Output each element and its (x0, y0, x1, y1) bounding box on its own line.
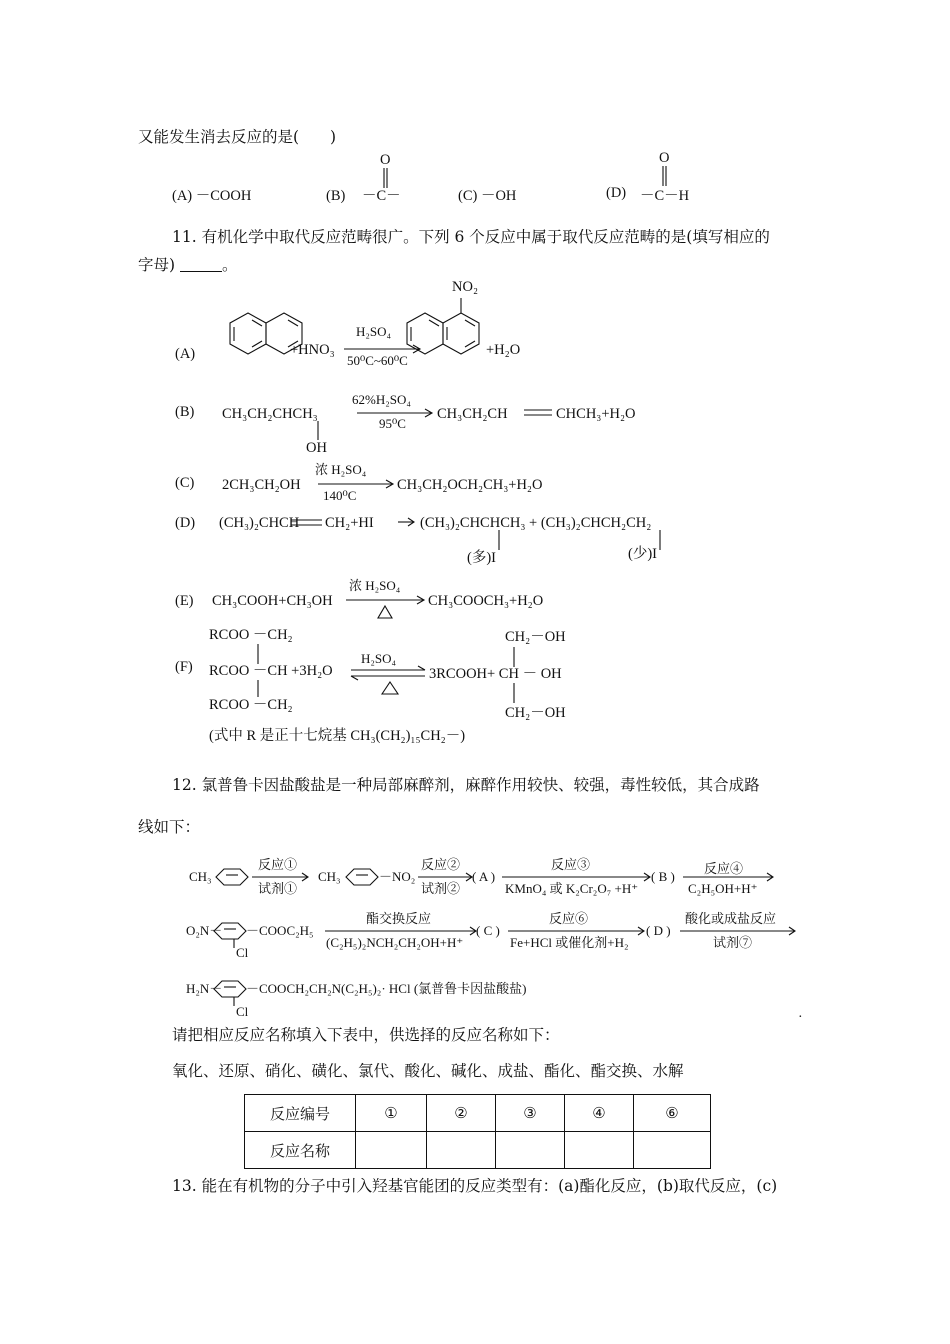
scheme-row3-product: －COOCH₂CH₂N(C₂H₅)₂· HCl (氯普鲁卡因盐酸盐) (246, 981, 527, 996)
reaction-f-product-mid: 3RCOOH+ CH － OH (429, 666, 562, 682)
arrow-6-bottom: Fe+HCl 或催化剂+H₂ (510, 935, 629, 950)
reaction-c-catalyst: 浓 H₂SO₄ (315, 462, 367, 477)
table-number-6: ⑥ (634, 1095, 711, 1132)
scheme-row2-ester: －COOC₂H₅ (246, 923, 314, 938)
reaction-f-p3: CH₂－OH (505, 705, 566, 721)
benzene-ring-1 (216, 869, 248, 885)
reaction-b-product-a: CH₃CH₂CH (437, 406, 508, 422)
table-header-number: 反应编号 (245, 1095, 356, 1132)
reaction-f-label: (F) (175, 659, 193, 675)
table-number-1: ① (356, 1095, 427, 1132)
reaction-b-temperature: 95⁰C (379, 416, 406, 431)
arrow-3-top: 反应③ (551, 857, 591, 872)
reaction-e-label: (E) (175, 593, 194, 609)
scheme-toluene-ch3: CH₃ (189, 869, 212, 884)
q10-option-d-oxygen: O (659, 150, 670, 166)
table-header-name: 反应名称 (245, 1132, 356, 1169)
scheme-row3-cl: Cl (236, 1004, 249, 1019)
reaction-f-catalyst: H₂SO₄ (361, 651, 397, 666)
table-row (245, 1132, 711, 1169)
q12-stem-line1: 12. 氯普鲁卡因盐酸盐是一种局部麻醉剂，麻醉作用较快、较强，毒性较低，其合成路 (172, 776, 760, 794)
arrow-5-top: 酯交换反应 (366, 911, 432, 926)
intermediate-d: ( D ) (646, 923, 671, 938)
arrow-1-top: 反应① (258, 857, 298, 872)
reaction-a-no2: NO₂ (452, 279, 478, 295)
table-answer-cell[interactable] (356, 1132, 427, 1169)
scheme-nitrotoluene-no2: －NO₂ (379, 869, 416, 884)
reaction-c-product: CH₃CH₂OCH₂CH₃+H₂O (397, 477, 543, 493)
reaction-f-note: (式中 R 是正十七烷基 CH₃(CH₂)₁₅CH₂－) (209, 728, 466, 744)
reaction-b-label: (B) (175, 404, 195, 420)
q11-stem-line1: 11. 有机化学中取代反应范畴很广。下列 6 个反应中属于取代反应范畴的是(填写相应的 (172, 228, 770, 246)
q10-stem: 又能发生消去反应的是( ) (138, 128, 337, 146)
scheme-row3-h2n: H₂N－ (186, 981, 223, 996)
arrow-7-bottom: 试剂⑦ (713, 935, 753, 950)
arrow-3-bottom: KMnO₄ 或 K₂Cr₂O₇ +H⁺ (505, 881, 639, 896)
q13-stem: 13. 能在有机物的分子中引入羟基官能团的反应类型有：(a)酯化反应，(b)取代反应，(c) (172, 1177, 778, 1195)
reaction-a-catalyst: H₂SO₄ (356, 324, 392, 339)
reaction-a-label: (A) (175, 346, 196, 362)
q11-stem-suffix: 。 (222, 256, 238, 274)
reaction-f-r3: RCOO －CH₂ (209, 697, 293, 713)
nitronaphthalene-product (407, 298, 479, 354)
scheme-nitrotoluene-ch3: CH₃ (318, 869, 341, 884)
reaction-d-reactant-a: (CH₃)₂CHCH (219, 515, 300, 531)
reaction-f-r2: RCOO －CH +3H₂O (209, 663, 333, 679)
arrow-6-top: 反应⑥ (549, 911, 589, 926)
reaction-e-catalyst: 浓 H₂SO₄ (349, 578, 401, 593)
reaction-b-oh: OH (306, 440, 327, 456)
reaction-d-label: (D) (175, 515, 196, 531)
reaction-table (244, 1094, 711, 1169)
q12-stem-line2: 线如下： (138, 818, 201, 836)
reaction-a-temperature: 50⁰C~60⁰C (347, 353, 408, 368)
table-number-4: ④ (565, 1095, 634, 1132)
reaction-b-catalyst: 62%H₂SO₄ (352, 392, 411, 407)
q10-option-d-group: －C－H (640, 188, 690, 204)
q10-option-d-label: (D) (606, 185, 627, 201)
table-answer-cell[interactable] (496, 1132, 565, 1169)
reaction-d-major: (多)I (467, 550, 496, 566)
arrow-4-bottom: C₂H₅OH+H⁺ (688, 881, 758, 896)
arrow-4-top: 反应④ (704, 861, 744, 876)
stray-dot: · (798, 1010, 803, 1025)
reaction-c-reactant: 2CH₃CH₂OH (222, 477, 301, 493)
table-row (245, 1095, 711, 1132)
intermediate-b: ( B ) (651, 869, 675, 884)
arrow-2-top: 反应② (421, 857, 461, 872)
heat-triangle-e (378, 606, 392, 618)
reaction-f-r1: RCOO －CH₂ (209, 627, 293, 643)
arrow-1-bottom: 试剂① (258, 881, 298, 896)
reaction-f-p1: CH₂－OH (505, 629, 566, 645)
q10-option-c: (C) －OH (458, 188, 517, 204)
table-number-3: ③ (496, 1095, 565, 1132)
reaction-d-minor: (少)I (628, 546, 657, 562)
q11-stem-prefix: 字母) (138, 256, 176, 274)
reaction-e-reactant: CH₃COOH+CH₃OH (212, 593, 333, 609)
q10-option-b-label: (B) (326, 188, 346, 204)
table-answer-cell[interactable] (427, 1132, 496, 1169)
reaction-b-product-b: CHCH₃+H₂O (556, 406, 636, 422)
reaction-d-reactant-b: CH₂+HI (325, 515, 374, 531)
reaction-d-products: (CH₃)₂CHCHCH₃ + (CH₃)₂CHCH₂CH₂ (420, 515, 652, 531)
arrow-2-bottom: 试剂② (421, 881, 461, 896)
intermediate-c: ( C ) (476, 923, 500, 938)
arrow-7-top: 酸化或成盐反应 (685, 911, 777, 926)
q10-option-b-oxygen: O (380, 152, 391, 168)
table-number-2: ② (427, 1095, 496, 1132)
reaction-c-label: (C) (175, 475, 195, 491)
q10-option-a: (A) －COOH (172, 188, 252, 204)
reaction-c-temperature: 140⁰C (323, 488, 357, 503)
q10-option-b-group: －C－ (362, 188, 401, 204)
table-answer-cell[interactable] (565, 1132, 634, 1169)
scheme-row2-o2n: O₂N－ (186, 923, 223, 938)
heat-triangle-f (382, 682, 398, 694)
scheme-row2-cl: Cl (236, 945, 249, 960)
arrow-5-bottom: (C₂H₅)₂NCH₂CH₂OH+H⁺ (326, 935, 464, 950)
reaction-b-reactant: CH₃CH₂CHCH₃ (222, 406, 318, 422)
q12-instruction: 请把相应反应名称填入下表中，供选择的反应名称如下： (172, 1026, 560, 1044)
q12-options: 氧化、还原、硝化、磺化、氯代、酸化、碱化、成盐、酯化、酯交换、水解 (172, 1062, 684, 1080)
table-answer-cell[interactable] (634, 1132, 711, 1169)
intermediate-a: ( A ) (472, 869, 496, 884)
reaction-e-product: CH₃COOCH₃+H₂O (428, 593, 544, 609)
reaction-a-hno3: +HNO₃ (290, 342, 335, 358)
reaction-a-water: +H₂O (486, 342, 521, 358)
benzene-ring-2 (346, 869, 378, 885)
